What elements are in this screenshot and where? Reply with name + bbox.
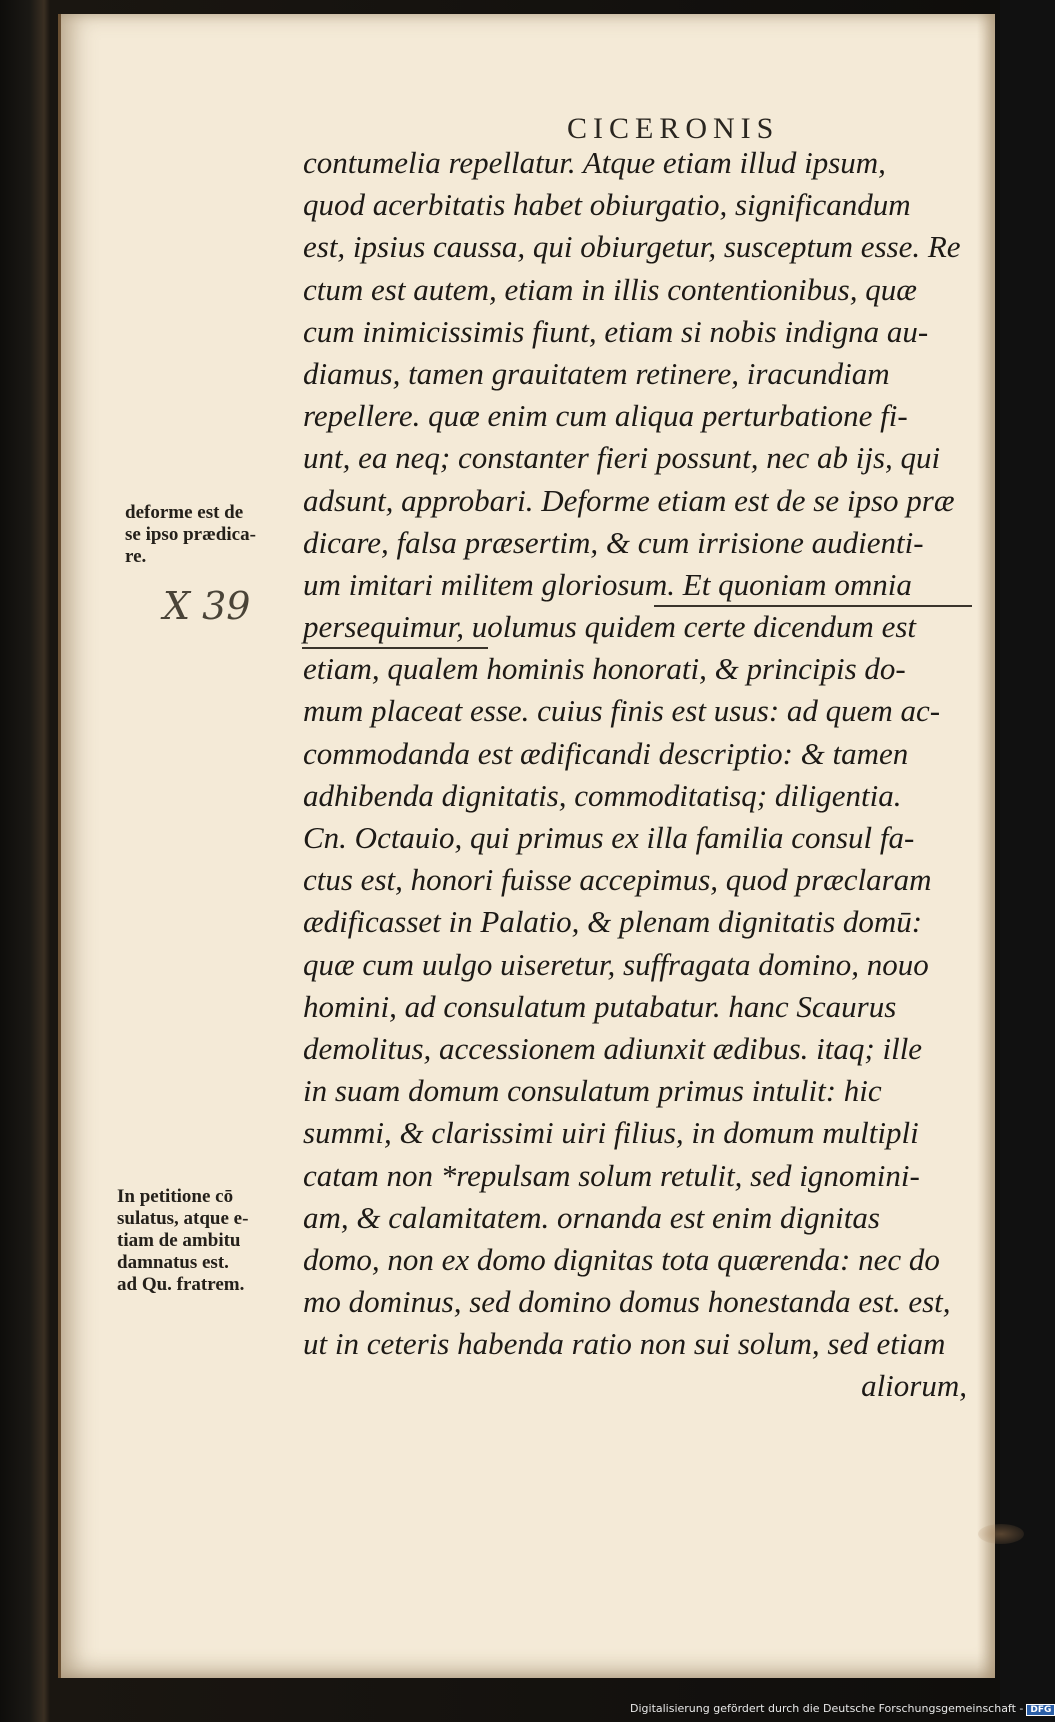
text-line: quæ cum uulgo uiseretur, suffragata domino, nouo — [303, 946, 929, 982]
text-line: dicare, falsa præsertim, & cum irrisione audienti- — [303, 524, 924, 560]
margin-note-line: se ipso prædica- — [125, 524, 256, 545]
text-line: ut in ceteris habenda ratio non sui solum, sed etiam — [303, 1326, 946, 1362]
text-line: mum placeat esse. cuius finis est usus: ad quem ac- — [303, 693, 941, 729]
margin-note-line: ad Qu. fratrem. — [117, 1274, 245, 1295]
margin-note-deforme — [125, 502, 256, 568]
credit-text: Digitalisierung gefördert durch die Deutsche Forschungsgemeinschaft - — [630, 1702, 1024, 1715]
text-line: catam non *repulsam solum retulit, sed ignomini- — [303, 1157, 920, 1193]
text-line: am, & calamitatem. ornanda est enim dignitas — [303, 1199, 880, 1235]
text-line: aliorum, — [861, 1368, 967, 1404]
margin-note-line: re. — [125, 546, 147, 567]
text-line: commodanda est ædificandi descriptio: & tamen — [303, 735, 909, 771]
handwritten-note: X 39 — [163, 584, 251, 628]
margin-note-petitione — [117, 1186, 248, 1296]
text-line: in suam domum consulatum primus intulit: hic — [303, 1073, 882, 1109]
margin-note-line: tiam de ambitu — [117, 1230, 241, 1251]
text-line: unt, ea neq; constanter fieri possunt, nec ab ijs, qui — [303, 440, 941, 476]
text-line: ædificasset in Palatio, & plenam dignitatis domū: — [303, 904, 923, 940]
text-line: domo, non ex domo dignitas tota quærenda: nec do — [303, 1241, 940, 1277]
main-text-block — [303, 142, 973, 1408]
text-line: contumelia repellatur. Atque etiam illud ipsum, — [303, 145, 886, 180]
paper-stain — [978, 1524, 1024, 1544]
text-line: demolitus, accessionem adiunxit ædibus. itaq; ille — [303, 1030, 923, 1066]
digitization-credit — [630, 1702, 1052, 1716]
text-line: Cn. Octauio, qui primus ex illa familia consul fa- — [303, 820, 915, 855]
text-line: etiam, qualem hominis honorati, & principis do- — [303, 651, 906, 687]
text-line: adhibenda dignitatis, commoditatisq; diligentia. — [303, 777, 902, 813]
text-line: cum inimicissimis fiunt, etiam si nobis indigna au- — [303, 313, 929, 349]
text-line: persequimur, uolumus quidem certe dicendum est — [303, 609, 917, 645]
margin-note-line: damnatus est. — [117, 1252, 229, 1273]
text-line: diamus, tamen grauitatem retinere, iracundiam — [303, 355, 890, 391]
text-line: quod acerbitatis habet obiurgatio, significandum — [303, 187, 911, 223]
text-line: est, ipsius caussa, qui obiurgetur, susceptum esse. Re — [303, 229, 961, 265]
text-line: homini, ad consulatum putabatur. hanc Scaurus — [303, 988, 897, 1024]
text-line: adsunt, approbari. Deforme etiam est de se ipso præ — [303, 482, 955, 518]
underline-mark — [302, 647, 488, 649]
text-line: summi, & clarissimi uiri filius, in domum multipli — [303, 1115, 919, 1151]
dfg-logo: DFG — [1026, 1704, 1055, 1716]
margin-note-line: In petitione cō — [117, 1186, 234, 1207]
text-line: ctus est, honori fuisse accepimus, quod præclaram — [303, 862, 932, 898]
text-line: ctum est autem, etiam in illis contentionibus, quæ — [303, 271, 917, 307]
margin-note-line: sulatus, atque e- — [117, 1208, 249, 1229]
margin-note-line: deforme est de — [125, 502, 244, 523]
running-head: CICERONIS — [567, 112, 780, 145]
underline-mark — [654, 605, 972, 607]
text-line: mo dominus, sed domino domus honestanda est. est, — [303, 1284, 951, 1320]
text-line: repellere. quæ enim cum aliqua perturbatione fi- — [303, 398, 908, 434]
text-line: um imitari militem gloriosum. Et quoniam omnia — [303, 566, 912, 602]
